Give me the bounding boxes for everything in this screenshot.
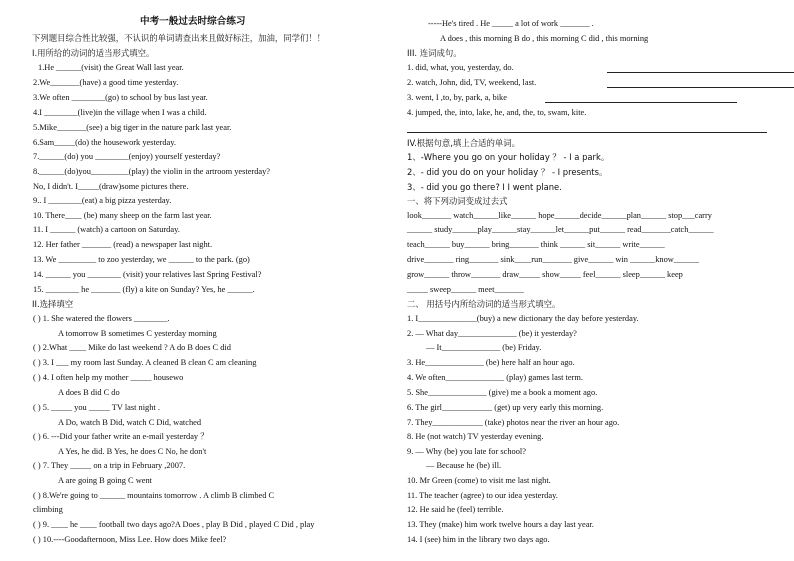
question-item: 12. Her father _______ (read) a newspaper last night. (33, 240, 213, 249)
question-item: 3. went, I ,to, by, park, a, bike (407, 93, 507, 102)
question-item: ( ) 9. ____ he ____ football two days ago?A Does , play B Did , played C Did , play (33, 520, 315, 529)
question-item: No, I didn't. I_____(draw)some pictures there. (33, 182, 189, 191)
question-item: ( ) 3. I ___ my room last Sunday. A cleaned B clean C am cleaning (33, 358, 257, 367)
verb-list-row: drive_______ ring_______ sink____run_______ give______ win ______know______ (407, 255, 699, 264)
question-item: 3.We often ________(go) to school by bus last year. (33, 93, 208, 102)
answer-line (607, 72, 794, 73)
answer-options: A are going B going C went (58, 476, 152, 485)
intro-text: 下列题目综合性比较强，不认识的单词请查出来且做好标注，加油，同学们！！ (32, 33, 326, 43)
question-item: 10. Mr Green (come) to visit me last night. (407, 476, 551, 485)
answer-line (407, 132, 767, 133)
question-item: 4. We often______________ (play) games last term. (407, 373, 583, 382)
question-item: 1、-Where you go on your holiday ？ - I a park。 (407, 152, 610, 162)
question-item: — Because he (be) ill. (426, 461, 502, 470)
question-item: 10. There____ (be) many sheep on the farm last year. (33, 211, 212, 220)
question-item: 11. The teacher (agree) to our idea yesterday. (407, 491, 558, 500)
question-item: 4. jumped, the, into, lake, he, and, the, to, swam, kite. (407, 108, 587, 117)
section-2-heading: II.选择填空 (32, 299, 74, 309)
question-item: 13. They (make) him work twelve hours a day last year. (407, 520, 594, 529)
question-item: 14. I (see) him in the library two days ago. (407, 535, 550, 544)
question-item: 7. They____________ (take) photos near the river an hour ago. (407, 418, 620, 427)
answer-options: A tomorrow B sometimes C yesterday morning (58, 329, 217, 338)
question-item: 6. The girl____________ (get) up very early this morning. (407, 403, 604, 412)
verb-list-row: ______ study______play______stay______let______put______ read_______catch______ (407, 225, 714, 234)
question-item: 1.He ______(visit) the Great Wall last year. (38, 63, 184, 72)
question-item: 3. He______________ (be) here half an hour ago. (407, 358, 575, 367)
question-item: -----He's tired . He _____ a lot of work _______ . (428, 19, 594, 28)
section-5-heading: 一、将下列动词变成过去式 (407, 196, 508, 206)
question-item: 2、- did you do on your holiday ？ - I presents。 (407, 167, 608, 177)
section-4-heading: IV.根据句意,填上合适的单词。 (407, 138, 520, 148)
question-item: 13. We _________ to zoo yesterday, we ______ to the park. (go) (33, 255, 250, 264)
answer-options: A Do, watch B Did, watch C Did, watched (58, 418, 202, 427)
question-item: climbing (33, 505, 63, 514)
question-item: 11. I ______ (watch) a cartoon on Saturday. (33, 225, 180, 234)
answer-options: A does B did C do (58, 388, 120, 397)
question-item: ( ) 8.We're going to ______ mountains tomorrow . A climb B climbed C (33, 491, 275, 500)
answer-options: A Yes, he did. B Yes, he does C No, he don't (58, 447, 207, 456)
question-item: 2.We_______(have) a good time yesterday. (33, 78, 179, 87)
question-item: ( ) 6. ---Did your father write an e-mail yesterday ？ (33, 432, 209, 441)
question-item: 6.Sam_____(do) the housework yesterday. (33, 138, 176, 147)
question-item: ( ) 2.What ____ Mike do last weekend ? A do B does C did (33, 343, 231, 352)
section-6-heading: 二、 用括号内所给动词的适当形式填空。 (407, 299, 561, 309)
question-item: 2. — What day______________ (be) it yesterday? (407, 329, 577, 338)
question-item: 1. did, what, you, yesterday, do. (407, 63, 514, 72)
answer-line (607, 87, 794, 88)
verb-list-row: grow______ throw_______ draw_____ show_____ feel______ sleep______ keep (407, 270, 683, 279)
section-3-heading: III. 连词成句。 (407, 48, 462, 58)
question-item: ( ) 10.----Goodafternoon, Miss Lee. How does Mike feel? (33, 535, 227, 544)
worksheet-title: 中考一般过去时综合练习 (140, 16, 246, 27)
question-item: 15. ________ he _______ (fly) a kite on Sunday? Yes, he ______. (33, 285, 255, 294)
question-item: 3、- did you go there? I I went plane. (407, 182, 562, 192)
question-item: 2. watch, John, did, TV, weekend, last. (407, 78, 537, 87)
question-item: 5. She______________ (give) me a book a moment ago. (407, 388, 598, 397)
question-item: ( ) 7. They _____ on a trip in February ,2007. (33, 461, 186, 470)
question-item: — It______________ (be) Friday. (426, 343, 542, 352)
answer-line (545, 102, 737, 103)
verb-list-row: _____ sweep______ meet_______ (407, 285, 524, 294)
question-item: 4.I ________(live)in the village when I was a child. (33, 108, 207, 117)
question-item: 7.______(do) you ________(enjoy) yourself yesterday? (33, 152, 221, 161)
question-item: 5.Mike_______(see) a big tiger in the nature park last year. (33, 123, 232, 132)
question-item: ( ) 5. _____ you _____ TV last night . (33, 403, 160, 412)
question-item: 9.. I ________(eat) a big pizza yesterday. (33, 196, 172, 205)
question-item: 1. I______________(buy) a new dictionary the day before yesterday. (407, 314, 639, 323)
question-item: ( ) 4. I often help my mother _____ housewo (33, 373, 184, 382)
answer-options: A does , this morning B do , this morning C did , this morning (440, 34, 649, 43)
question-item: 12. He said he (feel) terrible. (407, 505, 504, 514)
question-item: 9. — Why (be) you late for school? (407, 447, 526, 456)
question-item: 8. He (not watch) TV yesterday evening. (407, 432, 544, 441)
question-item: ( ) 1. She watered the flowers ________. (33, 314, 170, 323)
right-column (400, 0, 794, 561)
verb-list-row: teach______ buy______ bring_______ think ______ sit______ write______ (407, 240, 665, 249)
verb-list-row: look_______ watch______like______ hope______decide______plan______ stop___carry (407, 211, 712, 220)
question-item: 8.______(do)you_________(play) the violin in the artroom yesterday? (33, 167, 271, 176)
section-1-heading: I.用所给的动词的适当形式填空。 (32, 48, 155, 58)
question-item: 14. ______ you ________ (visit) your relatives last Spring Festival? (33, 270, 262, 279)
